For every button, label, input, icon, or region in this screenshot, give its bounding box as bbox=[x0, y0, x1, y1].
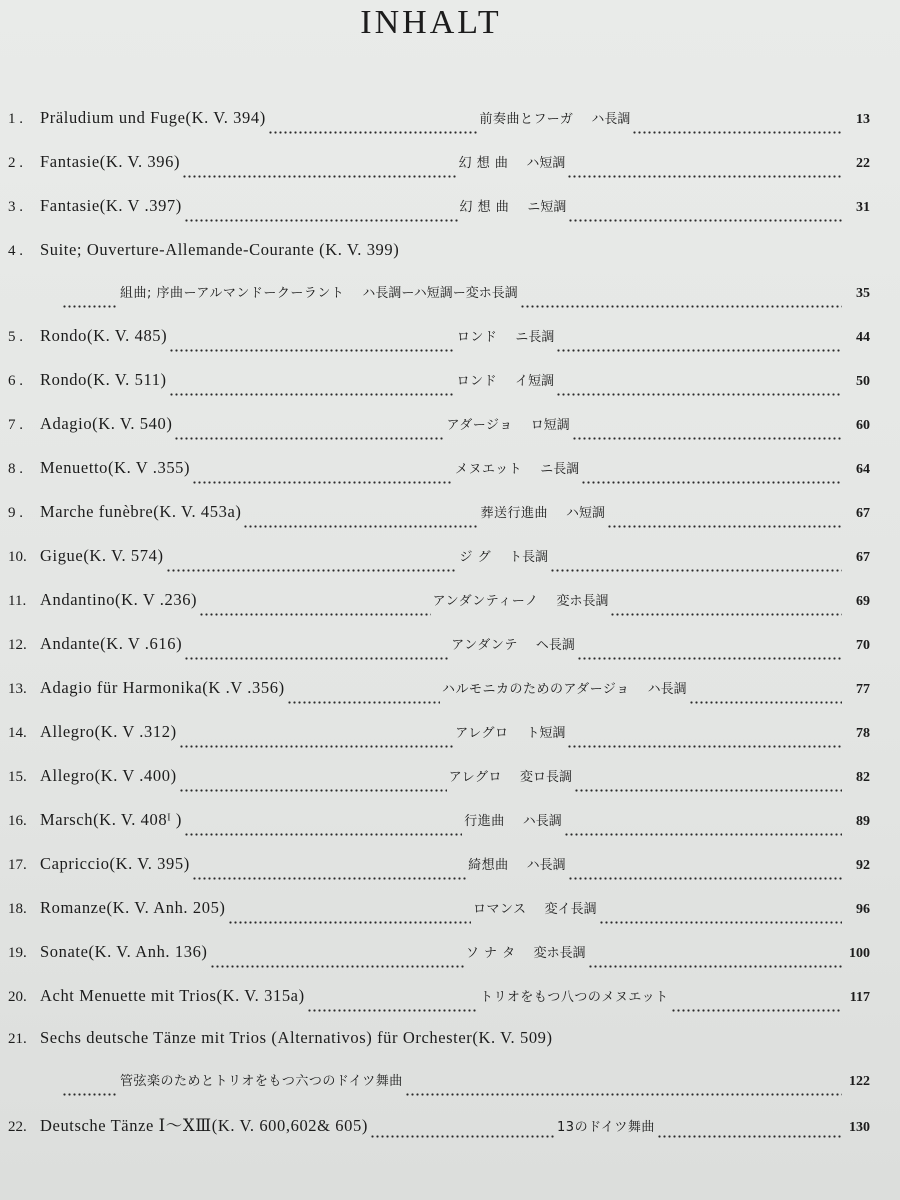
entry-number: 14. bbox=[8, 725, 27, 741]
entry-title: Gigue(K. V. 574) bbox=[40, 546, 164, 565]
dot-leader bbox=[405, 1080, 842, 1100]
entry-title: Adagio(K. V. 540) bbox=[40, 414, 173, 433]
entry-title: Romanze(K. V. Anh. 205) bbox=[40, 898, 226, 917]
toc-entry[interactable] bbox=[8, 108, 870, 138]
toc-entry[interactable] bbox=[8, 942, 870, 972]
entry-key: ハ長調 bbox=[591, 112, 631, 127]
entry-number: 10. bbox=[8, 549, 27, 565]
entry-title: Capriccio(K. V. 395) bbox=[40, 854, 190, 873]
dot-leader bbox=[574, 776, 842, 796]
entry-title: Marsch(K. V. 408ᴵ ) bbox=[40, 810, 182, 829]
entry-title: Rondo(K. V. 511) bbox=[40, 370, 167, 389]
dot-leader bbox=[572, 424, 842, 444]
entry-key: ハ短調 bbox=[526, 156, 566, 171]
dot-leader bbox=[564, 820, 842, 840]
entry-page-number: 70 bbox=[856, 638, 870, 653]
dot-leader bbox=[610, 600, 842, 620]
dot-leader bbox=[192, 468, 453, 488]
toc-entry[interactable] bbox=[8, 370, 870, 400]
toc-entry[interactable] bbox=[8, 810, 870, 840]
entry-page-number: 130 bbox=[849, 1120, 871, 1135]
entry-page-number: 44 bbox=[856, 330, 871, 345]
dot-leader bbox=[228, 908, 471, 928]
entry-japanese-title: メヌエット bbox=[454, 462, 523, 477]
toc-entry[interactable] bbox=[8, 722, 870, 752]
dot-leader bbox=[599, 908, 842, 928]
dot-leader bbox=[62, 292, 118, 312]
dot-leader bbox=[179, 732, 454, 752]
entry-number: 16. bbox=[8, 813, 27, 829]
entry-title: Marche funèbre(K. V. 453a) bbox=[40, 502, 242, 521]
entry-japanese-title: 綺想曲 bbox=[468, 858, 509, 873]
entry-number: 8 . bbox=[8, 461, 23, 477]
entry-number: 2 . bbox=[8, 155, 23, 171]
entry-japanese-title: アダージョ bbox=[446, 418, 513, 433]
entry-japanese-title: ソ ナ タ bbox=[465, 946, 516, 961]
entry-title: Acht Menuette mit Trios(K. V. 315a) bbox=[40, 986, 305, 1005]
toc-entry[interactable] bbox=[8, 546, 870, 576]
entry-title: Sechs deutsche Tänze mit Trios (Alternativos) für Orchester(K. V. 509) bbox=[40, 1028, 553, 1047]
dot-leader bbox=[657, 1122, 842, 1142]
dot-leader bbox=[192, 864, 466, 884]
toc-entry[interactable] bbox=[8, 196, 870, 226]
dot-leader bbox=[567, 732, 842, 752]
entry-title: Andantino(K. V .236) bbox=[40, 590, 198, 609]
entry-japanese-title: ロンド bbox=[456, 374, 498, 389]
dot-leader bbox=[520, 292, 842, 312]
entry-number: 18. bbox=[8, 901, 27, 917]
entry-japanese-title: 行進曲 bbox=[464, 814, 505, 829]
toc-entry[interactable] bbox=[8, 326, 870, 356]
dot-leader bbox=[550, 556, 842, 576]
toc-entry[interactable] bbox=[8, 414, 870, 444]
entry-page-number: 67 bbox=[856, 506, 870, 521]
toc-entry[interactable] bbox=[8, 678, 870, 708]
entry-page-number: 35 bbox=[856, 286, 870, 301]
entry-number: 1 . bbox=[8, 111, 23, 127]
entry-page-number: 69 bbox=[856, 594, 871, 609]
entry-page-number: 22 bbox=[856, 156, 871, 171]
entry-japanese-title: 組曲; 序曲ーアルマンドークーラント bbox=[120, 286, 345, 301]
entry-japanese-title: ハルモニカのためのアダージョ bbox=[442, 682, 630, 697]
entry-number: 7 . bbox=[8, 417, 23, 433]
entry-page-number: 50 bbox=[856, 374, 871, 389]
dot-leader bbox=[671, 996, 842, 1016]
entry-page-number: 77 bbox=[856, 682, 871, 697]
dot-leader bbox=[307, 996, 478, 1016]
entry-key: 変ホ長調 bbox=[533, 946, 586, 961]
toc-entry[interactable] bbox=[8, 458, 870, 488]
dot-leader bbox=[62, 1080, 118, 1100]
entry-page-number: 64 bbox=[856, 462, 871, 477]
toc-entry[interactable] bbox=[8, 986, 870, 1016]
entry-japanese-title: ロンド bbox=[456, 330, 498, 345]
entry-number: 22. bbox=[8, 1119, 27, 1135]
entry-japanese-title: 幻 想 曲 bbox=[459, 200, 510, 215]
dot-leader bbox=[568, 206, 842, 226]
entry-title: Sonate(K. V. Anh. 136) bbox=[40, 942, 208, 961]
entry-title: Suite; Ouverture-Allemande-Courante (K. V. 399) bbox=[40, 240, 400, 259]
dot-leader bbox=[268, 118, 478, 138]
entry-japanese-title: 葬送行進曲 bbox=[480, 506, 548, 521]
entry-japanese-title: 幻 想 曲 bbox=[458, 156, 509, 171]
dot-leader bbox=[689, 688, 842, 708]
entry-japanese-title: アンダンティーノ bbox=[432, 594, 539, 609]
toc-entry[interactable] bbox=[8, 1028, 870, 1058]
entry-number: 9 . bbox=[8, 505, 23, 521]
page-title: INHALT bbox=[360, 4, 502, 41]
entry-key: ヘ長調 bbox=[535, 638, 575, 653]
entry-number: 21. bbox=[8, 1031, 27, 1047]
dot-leader bbox=[174, 424, 444, 444]
entry-key: ロ短調 bbox=[530, 418, 570, 433]
dot-leader bbox=[588, 952, 842, 972]
entry-number: 13. bbox=[8, 681, 27, 697]
dot-leader bbox=[184, 644, 449, 664]
dot-leader bbox=[577, 644, 842, 664]
entry-page-number: 13 bbox=[856, 112, 871, 127]
entry-key: ハ長調ーハ短調ー変ホ長調 bbox=[362, 286, 518, 301]
entry-number: 19. bbox=[8, 945, 27, 961]
entry-japanese-title: ロマンス bbox=[472, 902, 527, 917]
entry-title: Menuetto(K. V .355) bbox=[40, 458, 191, 477]
dot-leader bbox=[287, 688, 440, 708]
entry-key: 変ホ長調 bbox=[556, 594, 609, 609]
dot-leader bbox=[169, 380, 455, 400]
entry-key: ト長調 bbox=[509, 550, 549, 565]
entry-japanese-title: アレグロ bbox=[455, 726, 509, 741]
entry-japanese-title: アレグロ bbox=[448, 770, 502, 785]
entry-title: Fantasie(K. V. 396) bbox=[40, 152, 181, 171]
entry-title: Andante(K. V .616) bbox=[40, 634, 183, 653]
entry-page-number: 78 bbox=[856, 726, 870, 741]
entry-key: 変イ長調 bbox=[544, 902, 597, 917]
toc-entry[interactable] bbox=[8, 766, 870, 796]
entry-key: ハ長調 bbox=[522, 814, 562, 829]
entry-key: ハ短調 bbox=[565, 506, 605, 521]
toc-entry[interactable] bbox=[8, 854, 870, 884]
entry-key: ニ長調 bbox=[540, 462, 580, 477]
toc-entry[interactable] bbox=[8, 1112, 870, 1142]
entry-key: ニ長調 bbox=[515, 330, 555, 345]
dot-leader bbox=[556, 336, 842, 356]
dot-leader bbox=[556, 380, 842, 400]
entry-title: Adagio für Harmonika(K .V .356) bbox=[40, 678, 285, 697]
entry-key: ニ短調 bbox=[527, 200, 567, 215]
entry-japanese-title: 13のドイツ舞曲 bbox=[557, 1120, 655, 1135]
dot-leader bbox=[607, 512, 842, 532]
entry-title: Präludium und Fuge(K. V. 394) bbox=[40, 108, 266, 127]
dot-leader bbox=[243, 512, 478, 532]
entry-number: 17. bbox=[8, 857, 27, 873]
entry-japanese-title: 管弦楽のためとトリオをもつ六つのドイツ舞曲 bbox=[120, 1074, 403, 1089]
toc-entry[interactable] bbox=[8, 898, 870, 928]
entry-number: 12. bbox=[8, 637, 27, 653]
dot-leader bbox=[370, 1122, 555, 1142]
entry-title: Deutsche Tänze Ⅰ～ⅩⅢ(K. V. 600,602& 605) bbox=[40, 1116, 368, 1135]
entry-number: 11. bbox=[8, 593, 27, 609]
entry-key: ハ長調 bbox=[526, 858, 566, 873]
entry-title: Rondo(K. V. 485) bbox=[40, 326, 168, 345]
toc-entry[interactable] bbox=[8, 502, 870, 532]
dot-leader bbox=[184, 206, 458, 226]
entry-number: 4 . bbox=[8, 243, 23, 259]
entry-japanese-title: トリオをもつ八つのメヌエット bbox=[480, 990, 669, 1005]
entry-key: イ短調 bbox=[515, 374, 555, 389]
entry-japanese-title: 前奏曲とフーガ bbox=[479, 112, 574, 127]
dot-leader bbox=[567, 162, 842, 182]
dot-leader bbox=[184, 820, 462, 840]
dot-leader bbox=[179, 776, 447, 796]
entry-page-number: 100 bbox=[849, 946, 871, 961]
entry-title: Fantasie(K. V .397) bbox=[40, 196, 182, 215]
dot-leader bbox=[182, 162, 457, 182]
entry-number: 5 . bbox=[8, 329, 23, 345]
dot-leader bbox=[632, 118, 842, 138]
toc-entry-continuation[interactable] bbox=[60, 1070, 870, 1100]
entry-page-number: 89 bbox=[856, 814, 871, 829]
dot-leader bbox=[199, 600, 431, 620]
entry-page-number: 96 bbox=[856, 902, 870, 917]
toc-entry[interactable] bbox=[8, 240, 870, 270]
entry-page-number: 122 bbox=[849, 1074, 870, 1089]
entry-number: 6 . bbox=[8, 373, 23, 389]
dot-leader bbox=[581, 468, 842, 488]
entry-japanese-title: ジ グ bbox=[459, 550, 492, 565]
entry-japanese-title: アンダンテ bbox=[451, 638, 518, 653]
entry-title: Allegro(K. V .312) bbox=[40, 722, 177, 741]
entry-page-number: 67 bbox=[856, 550, 871, 565]
dot-leader bbox=[568, 864, 842, 884]
entry-number: 3 . bbox=[8, 199, 23, 215]
toc-entry[interactable] bbox=[8, 634, 870, 664]
entry-key: ト短調 bbox=[526, 726, 566, 741]
toc-entry[interactable] bbox=[8, 152, 870, 182]
dot-leader bbox=[166, 556, 458, 576]
entry-number: 20. bbox=[8, 989, 27, 1005]
entry-key: ハ長調 bbox=[647, 682, 687, 697]
entry-page-number: 60 bbox=[856, 418, 871, 433]
dot-leader bbox=[169, 336, 455, 356]
entry-page-number: 92 bbox=[856, 858, 871, 873]
entry-title: Allegro(K. V .400) bbox=[40, 766, 177, 785]
toc-entry[interactable] bbox=[8, 590, 870, 620]
entry-page-number: 82 bbox=[856, 770, 870, 785]
entry-page-number: 117 bbox=[849, 990, 870, 1005]
entry-page-number: 31 bbox=[856, 200, 870, 215]
entry-number: 15. bbox=[8, 769, 27, 785]
entry-key: 変ロ長調 bbox=[519, 770, 572, 785]
toc-entry-continuation[interactable] bbox=[60, 282, 870, 312]
dot-leader bbox=[210, 952, 464, 972]
